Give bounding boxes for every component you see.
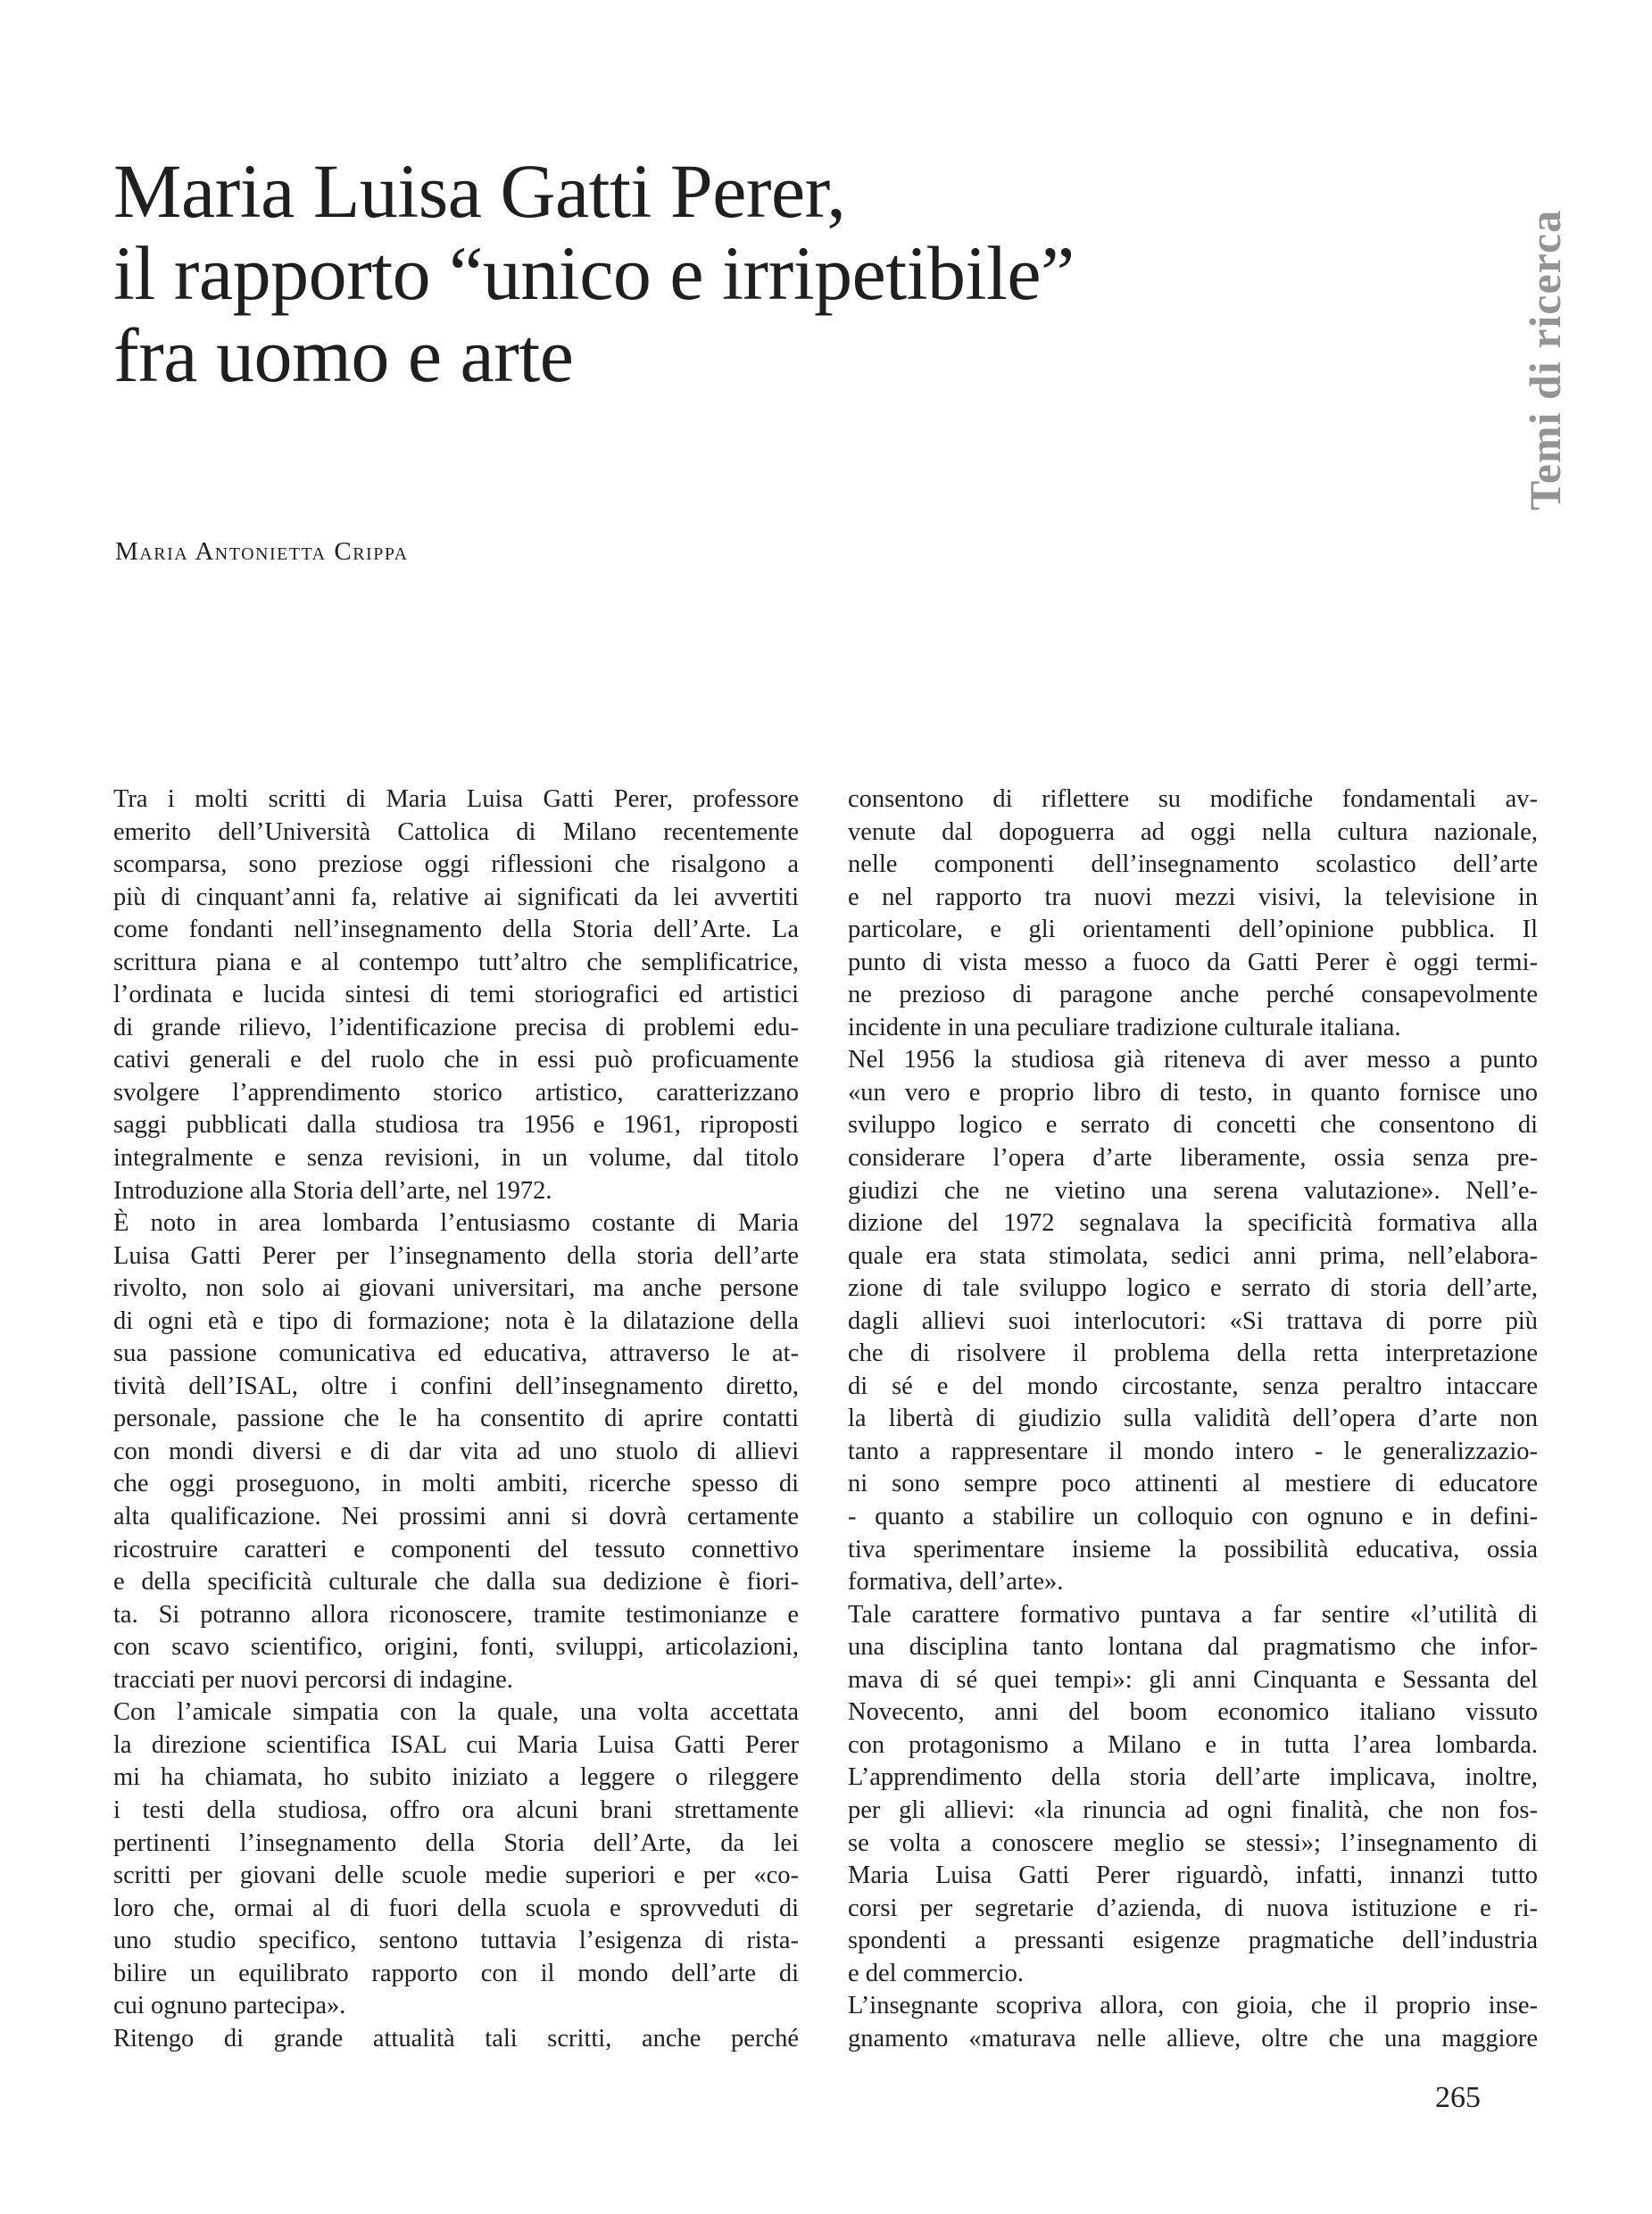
text-line: che di risolvere il problema della retta interpretazione [848,1339,1538,1368]
text-line: L’apprendimento della storia dell’arte implicava, inoltre, [848,1763,1538,1792]
text-line: spondenti a pressanti esigenze pragmatiche dell’industria [848,1927,1538,1955]
text-line: con mondi diversi e di dar vita ad uno stuolo di allievi [113,1437,799,1465]
text-line: mava di sé quei tempi»: gli anni Cinquanta e Sessanta del [848,1665,1538,1694]
text-line: Tale carattere formativo puntava a far sentire «l’utilità di [848,1600,1538,1629]
text-line: corsi per segretarie d’azienda, di nuova istituzione e ri- [848,1894,1538,1922]
text-line: loro che, ormai al di fuori della scuola e sprovveduti di [113,1894,799,1922]
text-line: venute dal dopoguerra ad oggi nella cultura nazionale, [848,817,1538,846]
text-line: quale era stata stimolata, sedici anni prima, nell’elabora- [848,1241,1538,1270]
text-line: bilire un equilibrato rapporto con il mondo dell’arte di [113,1959,799,1987]
text-line: tività dell’ISAL, oltre i confini dell’insegnamento diretto, [113,1372,799,1400]
text-line: la direzione scientifica ISAL cui Maria Luisa Gatti Perer [113,1730,799,1759]
body-text [113,784,1538,2055]
text-line: consentono di riflettere su modifiche fondamentali av- [848,785,1538,813]
text-line: saggi pubblicati dalla studiosa tra 1956 e 1961, riproposti [113,1111,799,1140]
text-line: svolgere l’apprendimento storico artistico, caratterizzano [113,1078,799,1107]
vertical-section-label: Temi di ricerca [1520,209,1570,510]
text-line: e del commercio. [848,1959,1025,1987]
text-line: l’ordinata e lucida sintesi di temi storiografici ed artistici [113,981,799,1009]
text-line: Novecento, anni del boom economico italiano vissuto [848,1698,1538,1727]
text-line: personale, passione che le ha consentito di aprire contatti [113,1405,799,1433]
text-line: scrittura piana e al contempo tutt’altro che semplificatrice, [113,948,799,976]
page-number: 265 [1435,2081,1481,2114]
text-line: formativa, dell’arte». [848,1568,1064,1596]
text-line: che oggi proseguono, in molti ambiti, ricerche spesso di [113,1470,799,1498]
text-line: Maria Luisa Gatti Perer riguardò, infatti, innanzi tutto [848,1862,1538,1890]
text-line: una disciplina tanto lontana dal pragmatismo che infor- [848,1633,1538,1662]
text-line: Ritengo di grande attualità tali scritti, anche perché [113,2024,799,2052]
text-line: alta qualificazione. Nei prossimi anni si dovrà certamente [113,1503,799,1531]
text-line: e della specificità culturale che dalla sua dedizione è fiori- [113,1568,799,1596]
text-line: la libertà di giudizio sulla validità dell’opera d’arte non [848,1405,1538,1433]
text-line: di sé e del mondo circostante, senza peraltro intaccare [848,1372,1538,1400]
text-line: giudizi che ne vietino una serena valutazione». Nell’e- [848,1176,1538,1205]
text-line: Nel 1956 la studiosa già riteneva di aver messo a punto [848,1046,1538,1074]
text-line: ricostruire caratteri e componenti del tessuto connettivo [113,1535,799,1563]
text-line: nelle componenti dell’insegnamento scolastico dell’arte [848,850,1538,879]
text-line: L’insegnante scopriva allora, con gioia, che il proprio inse- [848,1992,1538,2020]
text-line: con protagonismo a Milano e in tutta l’area lombarda. [848,1730,1538,1759]
text-line: tanto a rappresentare il mondo intero - le generalizzazio- [848,1437,1538,1465]
text-column [848,784,1538,2055]
text-line: per gli allievi: «la rinuncia ad ogni finalità, che non fos- [848,1795,1538,1824]
text-line: Introduzione alla Storia dell’arte, nel 1972. [113,1176,552,1205]
text-line: tracciati per nuovi percorsi di indagine. [113,1665,513,1694]
title-line: fra uomo e arte [113,312,574,398]
text-line: considerare l’opera d’arte liberamente, ossia senza pre- [848,1144,1538,1173]
text-line: di ogni età e tipo di formazione; nota è la dilatazione della [113,1306,799,1335]
text-line: Tra i molti scritti di Maria Luisa Gatti Perer, professore [113,785,799,813]
text-line: come fondanti nell’insegnamento della Storia dell’Arte. La [113,916,799,944]
page-title [113,150,1075,396]
text-line: con scavo scientifico, origini, fonti, sviluppi, articolazioni, [113,1633,799,1662]
author-byline: Maria Antonietta Crippa [115,537,409,566]
text-line: È noto in area lombarda l’entusiasmo costante di Maria [113,1209,799,1238]
text-line: dizione del 1972 segnalava la specificità formativa alla [848,1209,1538,1238]
text-line: di grande rilievo, l’identificazione precisa di problemi edu- [113,1013,799,1041]
text-line: dagli allievi suoi interlocutori: «Si trattava di porre più [848,1306,1538,1335]
text-line: integralmente e senza revisioni, in un volume, dal titolo [113,1144,799,1173]
text-line: particolare, e gli orientamenti dell’opinione pubblica. Il [848,916,1538,944]
text-line: zione di tale sviluppo logico e serrato di storia dell’arte, [848,1274,1538,1303]
text-column [113,784,799,2055]
text-line: punto di vista messo a fuoco da Gatti Perer è oggi termi- [848,948,1538,976]
title-line: Maria Luisa Gatti Perer, [113,148,846,234]
text-line: mi ha chiamata, ho subito iniziato a leggere o rileggere [113,1763,799,1792]
text-line: scritti per giovani delle scuole medie superiori e per «co- [113,1862,799,1890]
title-line: il rapporto “unico e irripetibile” [113,230,1075,316]
text-line: ni sono sempre poco attinenti al mestiere di educatore [848,1470,1538,1498]
text-line: cativi generali e del ruolo che in essi può proficuamente [113,1046,799,1074]
text-line: e nel rapporto tra nuovi mezzi visivi, la televisione in [848,883,1538,911]
text-line: emerito dell’Università Cattolica di Milano recentemente [113,817,799,846]
text-line: cui ognuno partecipa». [113,1992,346,2020]
text-line: incidente in una peculiare tradizione culturale italiana. [848,1013,1401,1041]
text-line: se volta a conoscere meglio se stessi»; l’insegnamento di [848,1828,1538,1857]
text-line: rivolto, non solo ai giovani universitari, ma anche persone [113,1274,799,1303]
text-line: pertinenti l’insegnamento della Storia dell’Arte, da lei [113,1828,799,1857]
text-line: i testi della studiosa, offro ora alcuni brani strettamente [113,1795,799,1824]
text-line: Con l’amicale simpatia con la quale, una volta accettata [113,1698,799,1727]
text-line: - quanto a stabilire un colloquio con ognuno e in defini- [848,1503,1538,1531]
text-line: uno studio specifico, sentono tuttavia l’esigenza di rista- [113,1927,799,1955]
text-line: sua passione comunicativa ed educativa, attraverso le at- [113,1339,799,1368]
text-line: ta. Si potranno allora riconoscere, tramite testimonianze e [113,1600,799,1629]
text-line: più di cinquant’anni fa, relative ai significati da lei avvertiti [113,883,799,911]
text-line: ne prezioso di paragone anche perché consapevolmente [848,981,1538,1009]
text-line: gnamento «maturava nelle allieve, oltre che una maggiore [848,2024,1538,2052]
text-line: scomparsa, sono preziose oggi riflessioni che risalgono a [113,850,799,879]
text-line: «un vero e proprio libro di testo, in quanto fornisce uno [848,1078,1538,1107]
text-line: sviluppo logico e serrato di concetti che consentono di [848,1111,1538,1140]
text-line: Luisa Gatti Perer per l’insegnamento della storia dell’arte [113,1241,799,1270]
text-line: tiva sperimentare insieme la possibilità educativa, ossia [848,1535,1538,1563]
